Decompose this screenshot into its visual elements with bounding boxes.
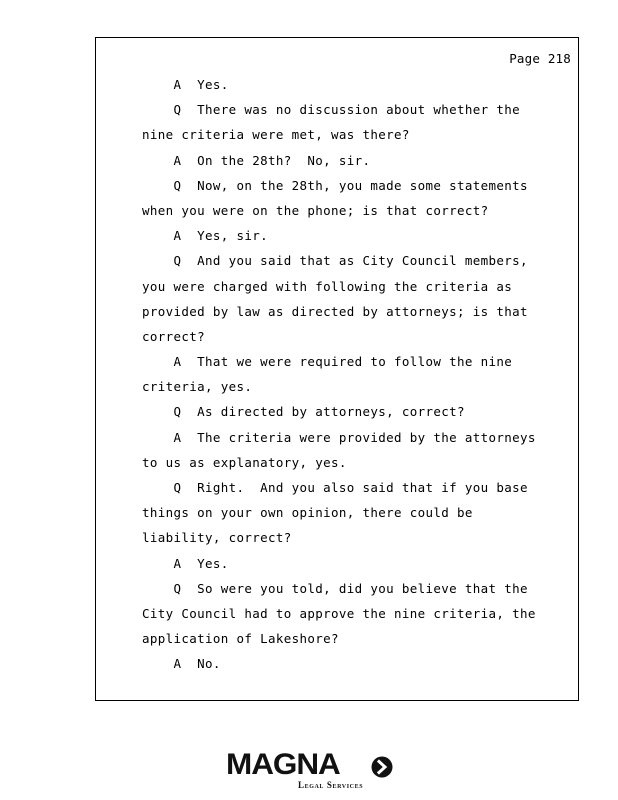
transcript-line: you were charged with following the criteria as [142,278,513,294]
logo-wordmark: MAGNA [226,748,340,781]
transcript-line: City Council had to approve the nine criteria, the [142,605,536,621]
transcript-line: A That we were required to follow the nine [142,354,513,370]
transcript-line: A The criteria were provided by the attorneys [142,429,536,445]
magna-logo [226,750,396,792]
transcript-line: Q So were you told, did you believe that the [142,580,528,596]
transcript-line: correct? [142,328,206,344]
transcript-line: A Yes. [142,555,229,571]
transcript-line: Q There was no discussion about whether the [142,102,521,118]
transcript-line: Q Now, on the 28th, you made some statements [142,177,528,193]
transcript-line: application of Lakeshore? [142,631,339,647]
transcript-line: Q As directed by attorneys, correct? [142,404,465,420]
transcript-line: A No. [142,656,221,672]
transcript-line: things on your own opinion, there could be [142,505,473,521]
transcript-line: A On the 28th? No, sir. [142,152,371,168]
transcript-page [95,37,579,701]
transcript-line: Q Right. And you also said that if you base [142,480,528,495]
chevron-right-circle-icon [371,756,393,778]
logo-subtitle: Legal Services [298,780,364,790]
transcript-line: Q And you said that as City Council members, [142,253,528,269]
transcript-line: when you were on the phone; is that correct? [142,202,489,218]
transcript-line: to us as explanatory, yes. [142,454,347,470]
transcript-body [142,72,572,677]
transcript-line: provided by law as directed by attorneys; is that [142,303,528,319]
page-number: Page 218 [509,51,571,66]
transcript-line: A Yes, sir. [142,228,269,244]
transcript-line: nine criteria were met, was there? [142,127,410,143]
transcript-line: A Yes. [142,77,229,92]
transcript-line: liability, correct? [142,530,292,546]
transcript-line: criteria, yes. [142,379,253,395]
